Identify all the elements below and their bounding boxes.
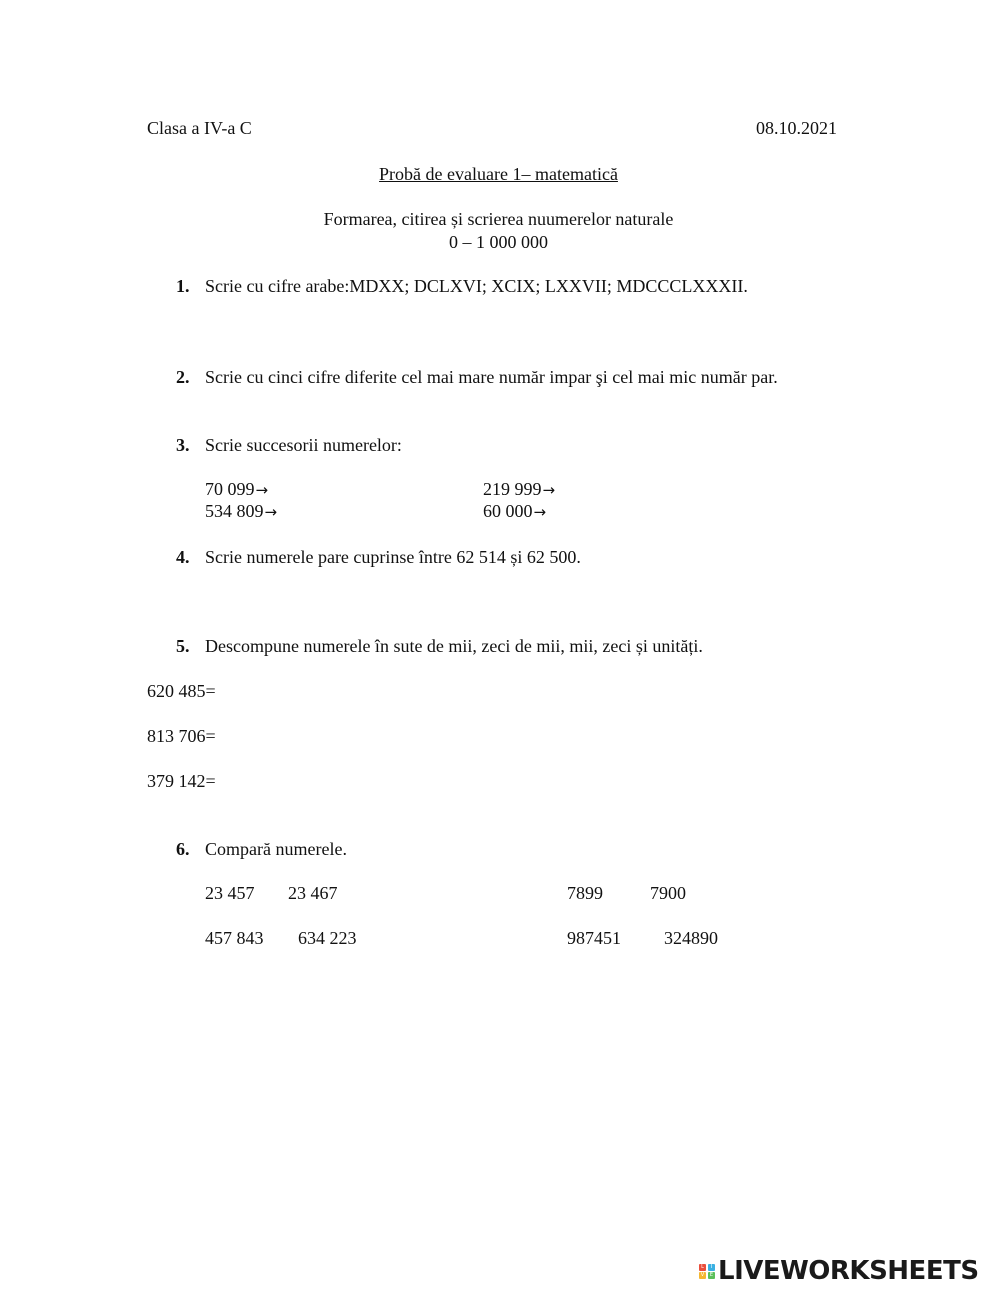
successor-item xyxy=(205,500,277,523)
decompose-item: 813 706= xyxy=(147,726,216,746)
compare-number: 23 457 xyxy=(205,883,255,903)
subtitle-line-1: Formarea, citirea și scrierea nuumerelor naturale xyxy=(323,209,674,229)
question-1-number: 1. xyxy=(176,276,190,296)
successor-number: 70 099 xyxy=(205,479,255,499)
logo-blocks-icon xyxy=(699,1264,715,1279)
arrow-right-icon: → xyxy=(264,503,278,521)
question-1-text: Scrie cu cifre arabe:MDXX; DCLXVI; XCIX; LXXVII; MDCCCLXXXII. xyxy=(205,276,748,296)
question-2-text: Scrie cu cinci cifre diferite cel mai mare număr impar şi cel mai mic număr par. xyxy=(205,367,778,387)
decompose-item: 620 485= xyxy=(147,681,216,701)
compare-number: 457 843 xyxy=(205,928,264,948)
compare-number: 23 467 xyxy=(288,883,338,903)
question-3-text: Scrie succesorii numerelor: xyxy=(205,435,402,455)
successor-number: 534 809 xyxy=(205,501,264,521)
successor-item xyxy=(205,478,268,501)
successor-item xyxy=(483,478,555,501)
question-4-number: 4. xyxy=(176,547,190,567)
successor-number: 219 999 xyxy=(483,479,542,499)
compare-number: 324890 xyxy=(664,928,718,948)
compare-number: 634 223 xyxy=(298,928,357,948)
question-6-number: 6. xyxy=(176,839,190,859)
arrow-right-icon: → xyxy=(533,503,547,521)
page-title: Probă de evaluare 1– matematică xyxy=(379,164,618,184)
compare-number: 7899 xyxy=(567,883,603,903)
compare-number: 7900 xyxy=(650,883,686,903)
question-5-text: Descompune numerele în sute de mii, zeci de mii, mii, zeci și unități. xyxy=(205,636,703,656)
question-6-text: Compară numerele. xyxy=(205,839,347,859)
question-5-number: 5. xyxy=(176,636,190,656)
logo-block-icon: E xyxy=(709,1272,714,1278)
arrow-right-icon: → xyxy=(542,481,556,499)
successor-item xyxy=(483,500,546,523)
compare-number: 987451 xyxy=(567,928,621,948)
subtitle-line-2: 0 – 1 000 000 xyxy=(449,232,548,252)
question-4-text: Scrie numerele pare cuprinse între 62 514 și 62 500. xyxy=(205,547,581,567)
decompose-item: 379 142= xyxy=(147,771,216,791)
logo-block-icon: L xyxy=(699,1264,706,1271)
logo-block-icon: V xyxy=(700,1272,705,1278)
question-3-number: 3. xyxy=(176,435,190,455)
arrow-right-icon: → xyxy=(255,481,269,499)
liveworksheets-logo xyxy=(699,1256,979,1286)
date-label: 08.10.2021 xyxy=(756,118,837,138)
question-2-number: 2. xyxy=(176,367,190,387)
class-label: Clasa a IV-a C xyxy=(147,118,252,138)
logo-text: LIVEWORKSHEETS xyxy=(718,1256,979,1286)
successor-number: 60 000 xyxy=(483,501,533,521)
logo-block-icon: I xyxy=(708,1264,715,1271)
